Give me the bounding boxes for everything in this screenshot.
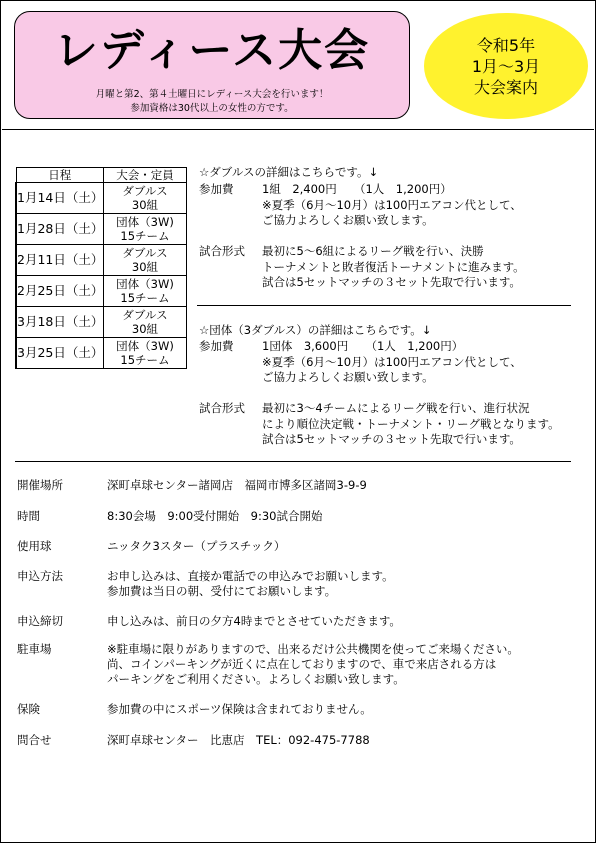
schedule-header-row (16, 168, 187, 183)
insurance-value: 参加費の中にスポーツ保険は含まれておりません。 (107, 702, 372, 716)
schedule-date: 3月25日（土） (16, 338, 104, 369)
apply-value-2: 参加費は当日の朝、受付にてお願いします。 (107, 584, 337, 598)
schedule-col-type: 大会・定員 (104, 168, 187, 183)
capacity-label: 30組 (131, 260, 159, 274)
title-subtitle (15, 88, 409, 116)
time-value: 8:30会場 9:00受付開始 9:30試合開始 (107, 509, 323, 523)
table-row (16, 307, 187, 338)
team-fee-note-1: ※夏季（6月〜10月）は100円エアコン代として、 (262, 355, 522, 369)
type-label: 団体（3W) (116, 339, 174, 353)
schedule-date: 1月28日（土） (16, 214, 104, 245)
doubles-format-2: トーナメントと敗者復活トーナメントに進みます。 (262, 260, 525, 274)
team-fee-text: 1団体 3,600円 （1人 1,200円） (262, 339, 464, 353)
parking-label: 駐車場 (17, 642, 52, 656)
team-fee-note-2: ご協力よろしくお願い致します。 (262, 370, 434, 384)
insurance-label: 保険 (17, 702, 40, 716)
table-row (16, 338, 187, 369)
capacity-label: 15チーム (120, 291, 170, 305)
team-heading: ☆団体（3ダブルス）の詳細はこちらです。↓ (199, 323, 432, 337)
team-format-2: により順位決定戦・トーナメント・リーグ戦となります。 (262, 417, 560, 431)
team-format-3: 試合は5セットマッチの３セット先取で行います。 (262, 432, 521, 446)
info-divider (15, 461, 571, 462)
capacity-label: 30組 (131, 322, 159, 336)
subtitle-line-1: 月曜と第2、第４土曜日にレディース大会を行います！ (95, 89, 329, 100)
parking-value-3: パーキングをご利用ください。よろしくお願い致します。 (107, 672, 405, 686)
venue-value: 深町卓球センター諸岡店 福岡市博多区諸岡3-9-9 (107, 478, 367, 492)
parking-value-2: 尚、コインパーキングが近くに点在しておりますので、車で来店される方は (107, 657, 497, 671)
section-divider (197, 305, 571, 306)
ball-value: ニッタク3スター（プラスチック） (107, 539, 286, 553)
schedule-type (104, 245, 187, 276)
table-row (16, 183, 187, 214)
capacity-label: 30組 (131, 198, 159, 212)
schedule-date: 2月25日（土） (16, 276, 104, 307)
doubles-fee-note-1: ※夏季（6月〜10月）は100円エアコン代として、 (262, 198, 522, 212)
title-banner (14, 11, 410, 119)
doubles-format-1: 最初に5〜6組によるリーグ戦を行い、決勝 (262, 244, 484, 258)
venue-label: 開催場所 (17, 478, 63, 492)
badge-line-3: 大会案内 (473, 77, 538, 97)
schedule-date: 1月14日（土） (16, 183, 104, 214)
page-title: レディース大会 (53, 25, 371, 76)
type-label: ダブルス (122, 246, 168, 260)
schedule-table (15, 167, 187, 369)
table-row (16, 214, 187, 245)
capacity-label: 15チーム (120, 229, 170, 243)
doubles-fee-label: 参加費 (199, 182, 234, 196)
team-fee-label: 参加費 (199, 339, 234, 353)
apply-value-1: お申し込みは、直接か電話での申込みでお願いします。 (107, 569, 394, 583)
schedule-type (104, 276, 187, 307)
schedule-type (104, 338, 187, 369)
doubles-fee-note-2: ご協力よろしくお願い致します。 (262, 213, 434, 227)
doubles-heading: ☆ダブルスの詳細はこちらです。↓ (199, 165, 379, 179)
deadline-value: 申し込みは、前日の夕方4時までとさせていただきます。 (107, 614, 401, 628)
capacity-label: 15チーム (120, 353, 170, 367)
deadline-label: 申込締切 (17, 614, 63, 628)
contact-label: 問合せ (17, 733, 52, 747)
schedule-date: 3月18日（土） (16, 307, 104, 338)
schedule-col-date: 日程 (16, 168, 104, 183)
doubles-format-3: 試合は5セットマッチの３セット先取で行います。 (262, 275, 521, 289)
badge-line-2: 1月〜3月 (471, 56, 541, 76)
table-row (16, 245, 187, 276)
badge-line-1: 令和5年 (476, 35, 536, 55)
schedule-date: 2月11日（土） (16, 245, 104, 276)
doubles-format-label: 試合形式 (199, 244, 245, 258)
ball-label: 使用球 (17, 539, 52, 553)
subtitle-line-2: 参加資格は30代以上の女性の方です。 (130, 103, 294, 114)
apply-label: 申込方法 (17, 569, 63, 583)
schedule-type (104, 183, 187, 214)
team-format-label: 試合形式 (199, 401, 245, 415)
parking-value-1: ※駐車場に限りがありますので、出来るだけ公共機関を使ってご来場ください。 (107, 642, 519, 656)
contact-value: 深町卓球センター 比恵店 TEL：092-475-7788 (107, 733, 370, 747)
type-label: 団体（3W) (116, 215, 174, 229)
type-label: ダブルス (122, 308, 168, 322)
doubles-fee-text: 1組 2,400円 （1人 1,200円） (262, 182, 452, 196)
team-format-1: 最初に3〜4チームによるリーグ戦を行い、進行状況 (262, 401, 530, 415)
type-label: ダブルス (122, 184, 168, 198)
header-divider (2, 129, 594, 130)
table-row (16, 276, 187, 307)
schedule-type (104, 214, 187, 245)
schedule-type (104, 307, 187, 338)
time-label: 時間 (17, 509, 40, 523)
type-label: 団体（3W) (116, 277, 174, 291)
period-badge (424, 13, 588, 119)
